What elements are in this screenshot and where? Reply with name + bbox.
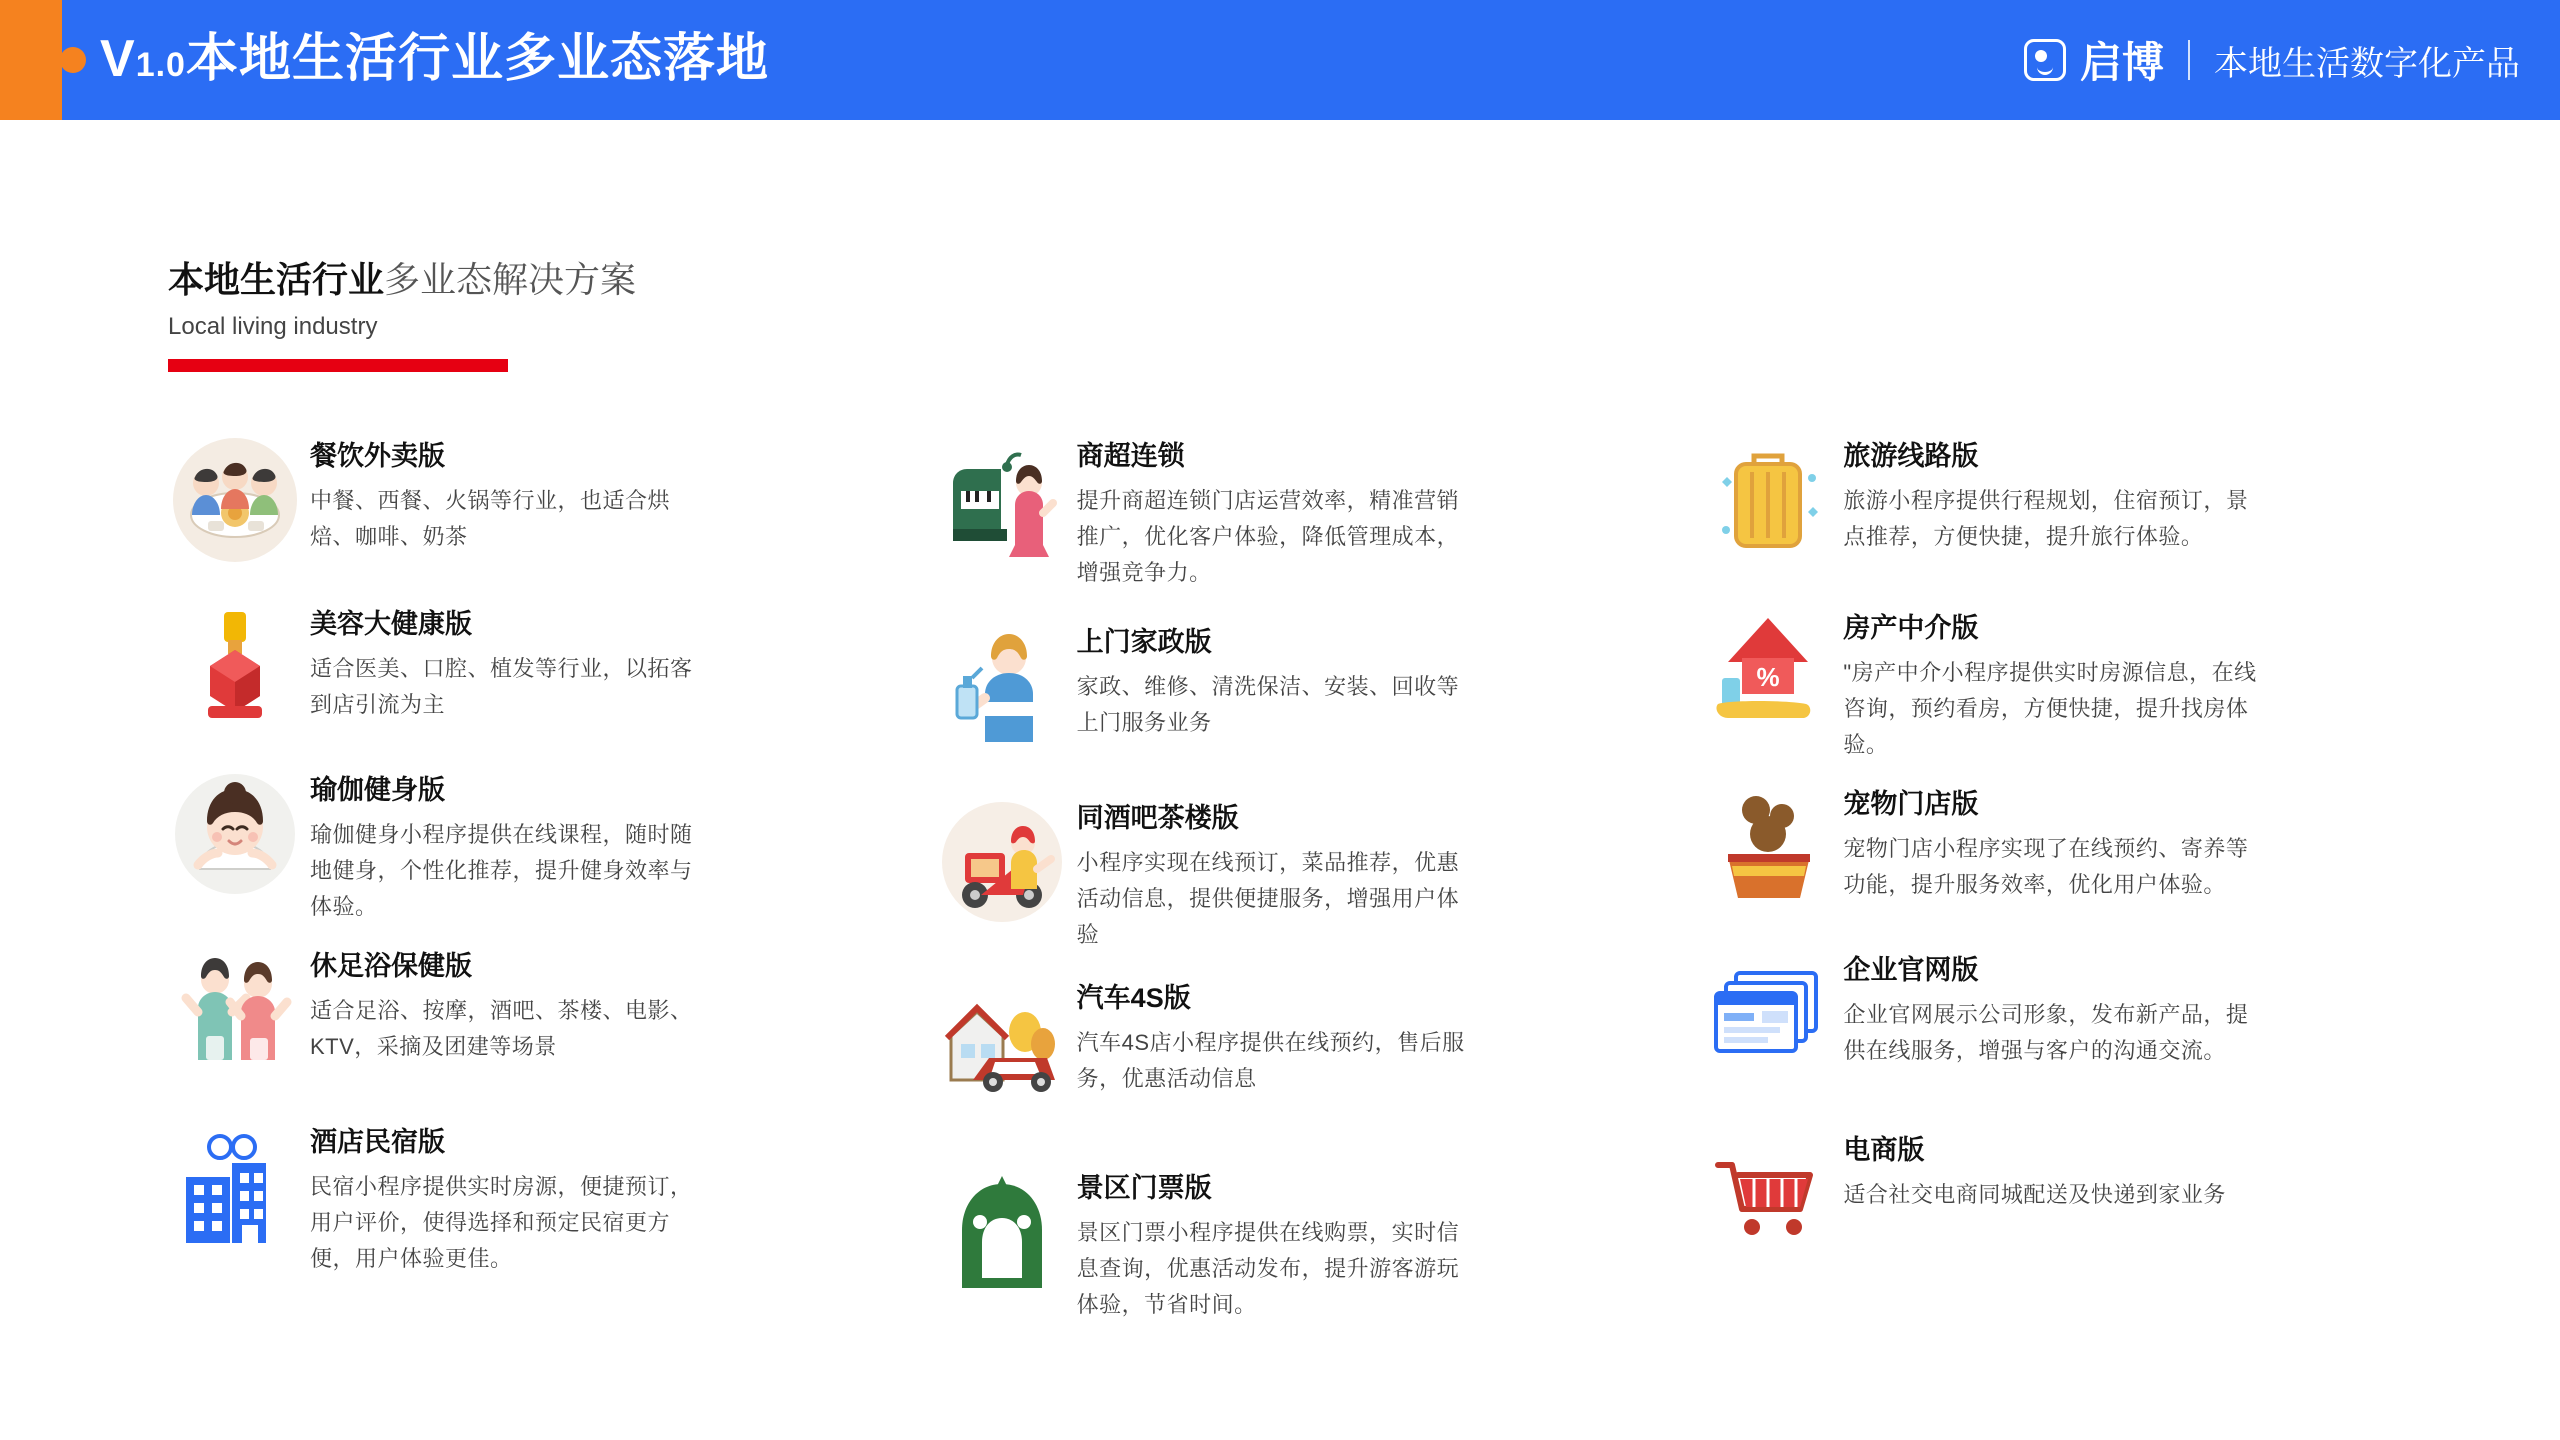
list-item-body xyxy=(1077,787,1477,953)
list-item-title: 房产中介版 xyxy=(1843,613,1979,643)
list-item-title: 企业官网版 xyxy=(1843,955,1979,985)
dining-table-icon xyxy=(160,425,310,575)
shopping-cart-icon xyxy=(1693,1119,1843,1269)
car-dealership-icon xyxy=(927,967,1077,1117)
list-item-body xyxy=(1843,773,2263,903)
list-item[interactable] xyxy=(1693,597,2420,763)
piano-store-icon xyxy=(927,425,1077,575)
list-item-desc: 宠物门店小程序实现了在线预约、寄养等功能，提升服务效率，优化用户体验。 xyxy=(1843,836,2249,897)
scenic-gate-icon xyxy=(927,1157,1077,1307)
pet-bowl-icon xyxy=(1693,773,1843,923)
list-item-title: 宠物门店版 xyxy=(1843,789,1979,819)
brand-logo-icon xyxy=(2024,39,2066,81)
section-heading-en: Local living industry xyxy=(168,313,378,340)
list-item-body xyxy=(1077,425,1477,591)
list-item[interactable] xyxy=(927,425,1654,591)
house-percent-icon xyxy=(1693,597,1843,747)
section-heading-cn-strong: 本地生活行业 xyxy=(168,259,385,300)
list-item-desc: 小程序实现在线预订，菜品推荐，优惠活动信息，提供便捷服务，增强用户体验 xyxy=(1076,850,1460,947)
list-item[interactable] xyxy=(927,611,1654,761)
brand-name: 启博 xyxy=(2079,39,2164,86)
list-item[interactable] xyxy=(160,935,887,1085)
list-item-desc: 瑜伽健身小程序提供在线课程，随时随地健身，个性化推荐，提升健身效率与体验。 xyxy=(310,822,693,919)
list-item-title: 酒店民宿版 xyxy=(310,1127,445,1157)
yoga-woman-icon xyxy=(160,759,310,909)
svg-text:%: % xyxy=(1756,662,1780,692)
list-item[interactable] xyxy=(1693,1119,2420,1269)
list-item-title: 瑜伽健身版 xyxy=(310,775,445,805)
section-heading-cn-light: 多业态解决方案 xyxy=(384,259,637,300)
list-item-title: 上门家政版 xyxy=(1076,627,1212,657)
list-item[interactable] xyxy=(160,1111,887,1277)
list-item[interactable] xyxy=(1693,773,2420,923)
section-heading xyxy=(168,255,636,372)
cleaning-lady-icon xyxy=(927,611,1077,761)
list-item-title: 汽车4S版 xyxy=(1076,983,1191,1013)
list-item-desc: 旅游小程序提供行程规划，住宿预订，景点推荐，方便快捷，提升旅行体验。 xyxy=(1843,488,2249,549)
list-item[interactable] xyxy=(1693,425,2420,575)
solutions-column-1 xyxy=(160,425,887,1325)
brand-subtitle: 本地生活数字化产品 xyxy=(2214,44,2520,83)
list-item-body xyxy=(1077,611,1477,741)
solutions-column-2 xyxy=(927,425,1654,1325)
list-item-title: 休足浴保健版 xyxy=(310,951,472,981)
list-item-desc: 适合社交电商同城配送及快递到家业务 xyxy=(1843,1182,2226,1207)
list-item-title: 美容大健康版 xyxy=(310,609,472,639)
list-item-desc: 适合医美、口腔、植发等行业，以拓客到店引流为主 xyxy=(310,656,693,717)
list-item-body xyxy=(310,593,710,723)
list-item-title: 商超连锁 xyxy=(1076,441,1185,471)
list-item-desc: 适合足浴、按摩，酒吧、茶楼、电影、KTV，采摘及团建等场景 xyxy=(310,998,693,1059)
list-item-body xyxy=(310,759,710,925)
list-item[interactable] xyxy=(160,593,887,743)
list-item[interactable] xyxy=(160,759,887,925)
list-item-body xyxy=(1843,597,2263,763)
brand-lockup xyxy=(2024,30,2520,90)
list-item-title: 电商版 xyxy=(1843,1135,1925,1165)
page-title-text: 本地生活行业多业态落地 xyxy=(185,30,769,88)
list-item-desc: 提升商超连锁门店运营效率，精准营销推广，优化客户体验，降低管理成本，增强竞争力。 xyxy=(1076,488,1460,585)
list-item-body xyxy=(310,1111,710,1277)
browser-window-icon xyxy=(1693,939,1843,1089)
list-item[interactable] xyxy=(1693,939,2420,1089)
list-item[interactable] xyxy=(927,1157,1654,1323)
list-item-desc: 汽车4S店小程序提供在线预约，售后服务，优惠活动信息 xyxy=(1076,1030,1465,1091)
list-item-body xyxy=(1077,1157,1477,1323)
brand-divider xyxy=(2188,40,2190,80)
list-item-title: 同酒吧茶楼版 xyxy=(1076,803,1239,833)
list-item-desc: 民宿小程序提供实时房源，便捷预订，用户评价，使得选择和预定民宿更方便，用户体验更佳。 xyxy=(310,1174,693,1271)
solutions-column-3 xyxy=(1693,425,2420,1325)
header-accent-block xyxy=(0,0,62,120)
list-item[interactable] xyxy=(927,967,1654,1117)
list-item-body xyxy=(1843,939,2263,1069)
list-item-body xyxy=(310,935,710,1065)
hotel-building-icon xyxy=(160,1111,310,1261)
solutions-grid xyxy=(160,425,2420,1325)
section-heading-cn xyxy=(168,255,636,305)
list-item-title: 景区门票版 xyxy=(1076,1173,1212,1203)
nail-polish-icon xyxy=(160,593,310,743)
version-number: 1.0 xyxy=(135,46,186,84)
list-item[interactable] xyxy=(927,787,1654,953)
header-accent-dot xyxy=(60,47,86,73)
version-letter: V xyxy=(100,30,136,88)
header-bar xyxy=(0,0,2560,120)
suitcase-icon xyxy=(1693,425,1843,575)
list-item-desc: "房产中介小程序提供实时房源信息，在线咨询，预约看房，方便快捷，提升找房体验。 xyxy=(1843,660,2257,757)
list-item-title: 餐饮外卖版 xyxy=(310,441,445,471)
list-item-body xyxy=(1843,1119,2263,1213)
list-item-body xyxy=(1077,967,1477,1097)
list-item-desc: 景区门票小程序提供在线购票，实时信息查询，优惠活动发布，提升游客游玩体验，节省时间。 xyxy=(1076,1220,1460,1317)
foot-spa-icon xyxy=(160,935,310,1085)
list-item-desc: 企业官网展示公司形象，发布新产品，提供在线服务，增强与客户的沟通交流。 xyxy=(1843,1002,2249,1063)
list-item-desc: 中餐、西餐、火锅等行业，也适合烘焙、咖啡、奶茶 xyxy=(310,488,671,549)
delivery-scooter-icon xyxy=(927,787,1077,937)
section-heading-underline xyxy=(168,359,508,372)
list-item[interactable] xyxy=(160,425,887,575)
list-item-desc: 家政、维修、清洗保洁、安装、回收等上门服务业务 xyxy=(1076,674,1460,735)
list-item-title: 旅游线路版 xyxy=(1843,441,1979,471)
list-item-body xyxy=(1843,425,2263,555)
page-title xyxy=(100,22,769,102)
list-item-body xyxy=(310,425,710,555)
